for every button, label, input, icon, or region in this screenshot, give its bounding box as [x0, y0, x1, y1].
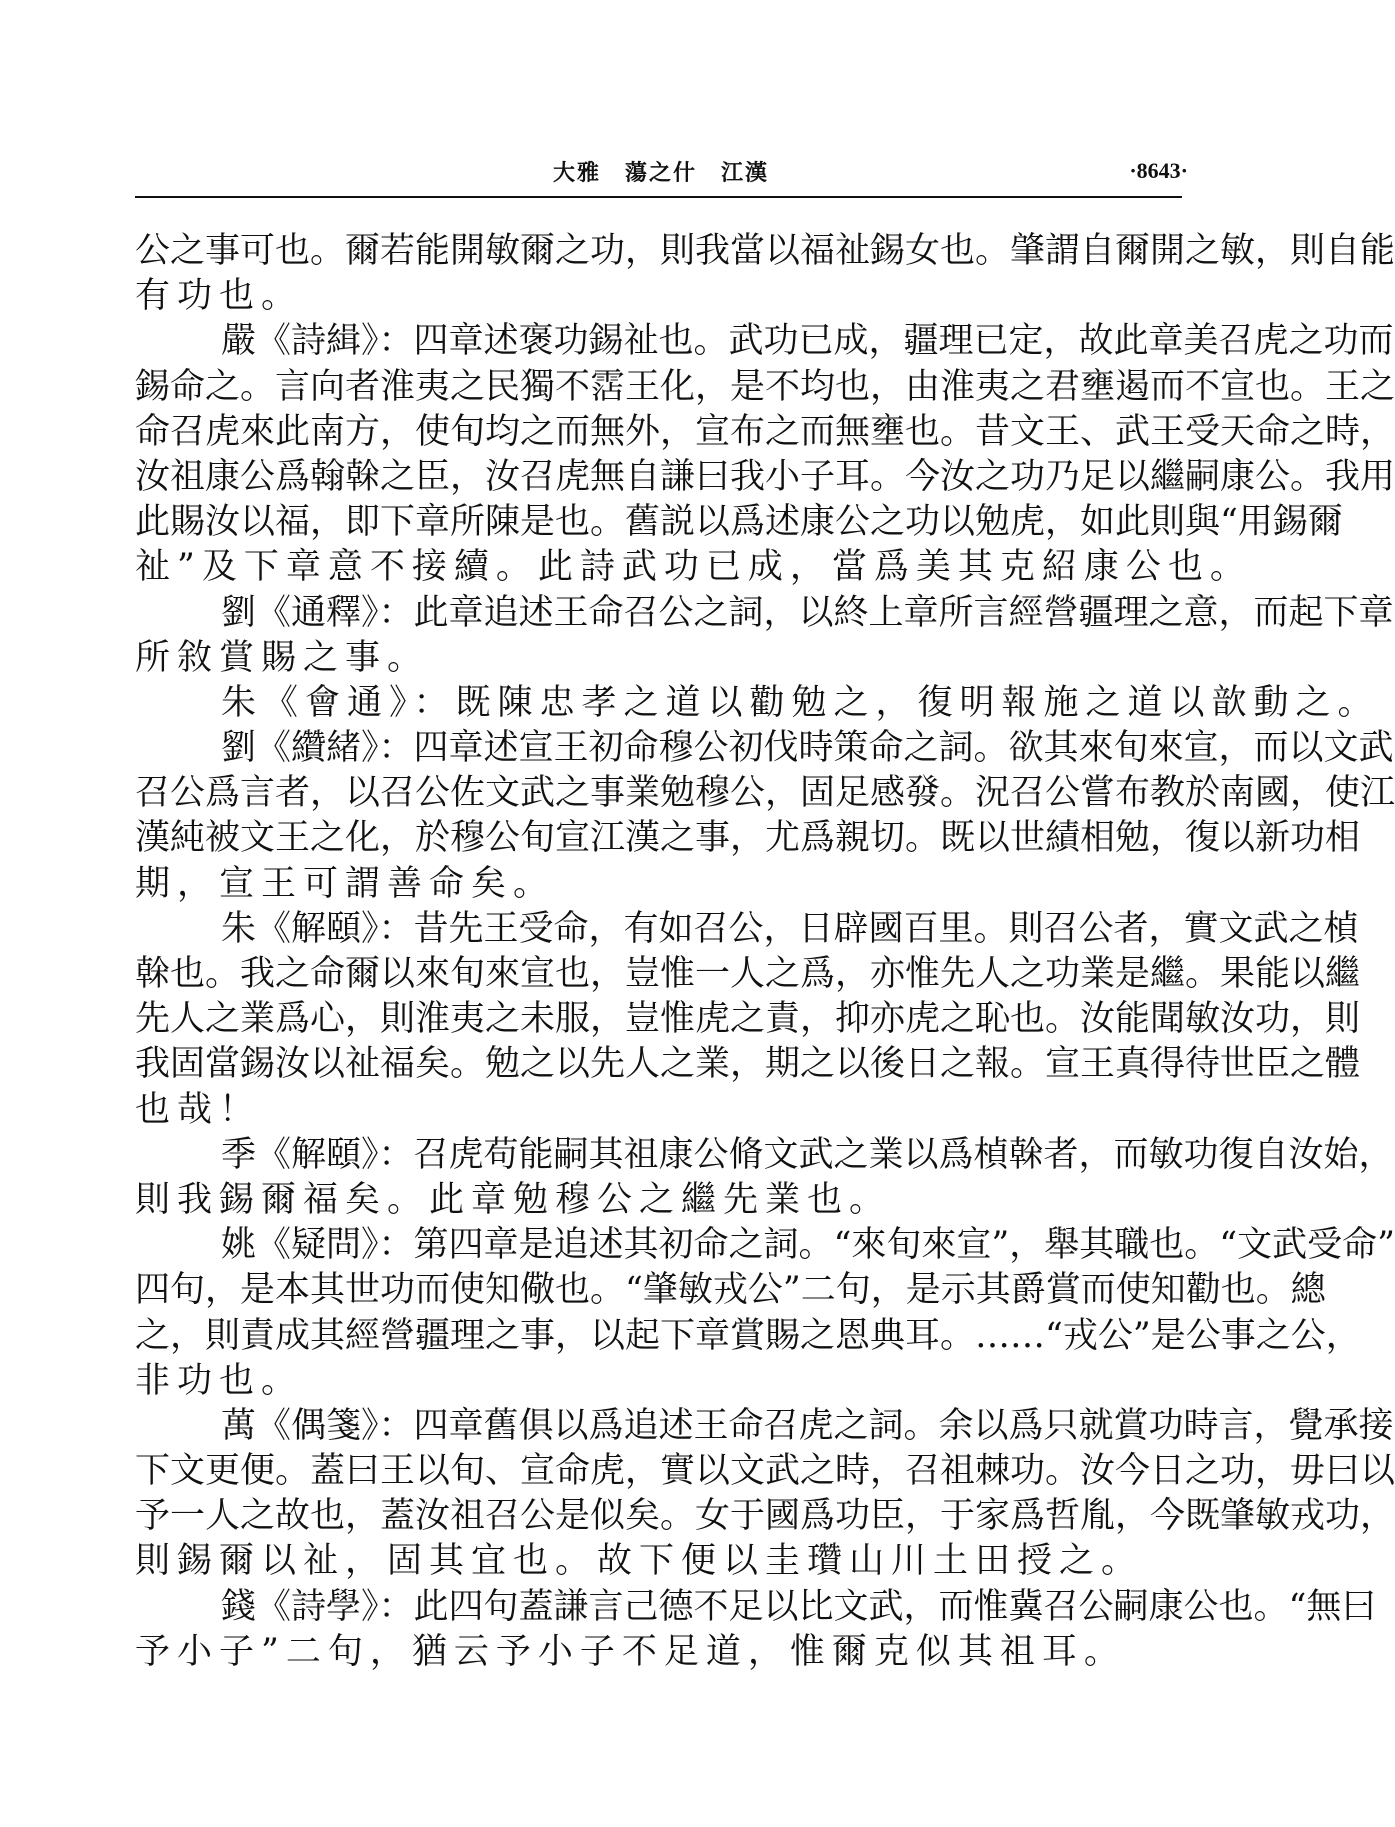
- text-line: 榦也。我之命爾以來旬來宣也，豈惟一人之爲，亦惟先人之功業是繼。果能以繼: [135, 954, 1361, 994]
- commentary-paragraph: [135, 1585, 1377, 1675]
- page-number: ·8643·: [1129, 158, 1188, 183]
- header-rule: [135, 196, 1182, 198]
- text-line: 非功也。: [135, 1360, 304, 1401]
- text-line: 季《解頤》：召虎苟能嗣其祖康公脩文武之業以爲楨榦者，而敏功復自汝始，: [221, 1134, 1394, 1175]
- text-line: 期，宣王可謂善命矣。: [135, 863, 556, 904]
- text-line: 汝祖康公爲翰榦之臣，汝召虎無自謙曰我小子耳。今汝之功乃足以繼嗣康公。我用: [135, 456, 1395, 497]
- commentary-paragraph: [135, 726, 1395, 907]
- text-line: 此賜汝以福，即下章所陳是也。舊説以爲述康公之功以勉虎，如此則與“用錫爾: [135, 502, 1343, 543]
- text-line: 漢純被文王之化，於穆公旬宣江漢之事，尤爲親切。既以世績相勉，復以新功相: [135, 818, 1361, 859]
- text-line: 也哉！: [135, 1089, 262, 1130]
- text-line: 則我錫爾福矣。此章勉穆公之繼先業也。: [135, 1179, 892, 1220]
- commentary-paragraph: [135, 1223, 1395, 1404]
- text-line: 有功也。: [135, 276, 304, 317]
- text-line: 錢《詩學》：此四句蓋謙言己德不足以比文武，而惟冀召公嗣康公也。“無曰: [221, 1586, 1377, 1627]
- text-line: 劉《通釋》：此章追述王命召公之詞，以終上章所言經營疆理之意，而起下章: [221, 592, 1394, 633]
- commentary-body: [135, 229, 1395, 1675]
- text-line: 朱《會通》：既陳忠孝之道以勸勉之，復明報施之道以歆動之。: [221, 682, 1380, 723]
- commentary-paragraph: [135, 907, 1361, 1133]
- text-line: 嚴《詩緝》：四章述褒功錫祉也。武功已成，疆理已定，故此章美召虎之功而: [221, 321, 1394, 362]
- text-line: 公之事可也。爾若能開敏爾之功，則我當以福祉錫女也。肇謂自爾開之敏，則自能: [135, 231, 1395, 271]
- text-line: 四句，是本其世功而使知儆也。“肇敏戎公”二句，是示其爵賞而使知勸也。總: [135, 1270, 1326, 1311]
- text-line: 命召虎來此南方，使旬均之而無外，宣布之而無壅也。昔文王、武王受天命之時，: [135, 411, 1395, 452]
- commentary-paragraph: [135, 1404, 1395, 1585]
- commentary-paragraph: [135, 229, 1395, 319]
- text-line: 所敘賞賜之事。: [135, 637, 430, 678]
- commentary-paragraph: [135, 681, 1380, 726]
- commentary-paragraph: [135, 1133, 1394, 1223]
- text-line: 姚《疑問》：第四章是追述其初命之詞。“來旬來宣”，舉其職也。“文武受命”: [221, 1225, 1395, 1266]
- text-line: 下文更便。蓋曰王以旬、宣命虎，實以文武之時，召祖棘功。汝今日之功，毋曰以: [135, 1451, 1395, 1492]
- text-line: 祉”及下章意不接續。此詩武功已成，當爲美其克紹康公也。: [135, 547, 1252, 588]
- text-line: 朱《解頤》：昔先王受命，有如召公，日辟國百里。則召公者，實文武之楨: [221, 908, 1359, 949]
- text-line: 予一人之故也，蓋汝祖召公是似矣。女于國爲功臣，于家爲哲胤，今既肇敏戎功，: [135, 1496, 1395, 1537]
- text-line: 之，則責成其經營疆理之事，以起下章賞賜之恩典耳。……“戎公”是公事之公，: [135, 1315, 1361, 1356]
- text-line: 予小子”二句，猶云予小子不足道，惟爾克似其祖耳。: [135, 1631, 1126, 1672]
- text-line: 先人之業爲心，則淮夷之未服，豈惟虎之責，抑亦虎之恥也。汝能聞敏汝功，則: [135, 999, 1361, 1040]
- commentary-paragraph: [135, 591, 1394, 681]
- text-line: 萬《偶箋》：四章舊俱以爲追述王命召虎之詞。余以爲只就賞功時言，覺承接: [221, 1405, 1394, 1446]
- running-header-title: 大雅 蕩之什 江漢: [552, 160, 769, 186]
- text-line: 則錫爾以祉，固其宜也。故下便以圭瓚山川土田授之。: [135, 1541, 1144, 1582]
- text-line: 我固當錫汝以祉福矣。勉之以先人之業，期之以後日之報。宣王真得待世臣之體: [135, 1044, 1361, 1085]
- text-line: 劉《纘緒》：四章述宣王初命穆公初伐時策命之詞。欲其來旬來宣，而以文武: [221, 728, 1394, 769]
- text-line: 錫命之。言向者淮夷之民獨不霑王化，是不均也，由淮夷之君壅遏而不宣也。王之: [135, 366, 1395, 407]
- commentary-paragraph: [135, 319, 1395, 590]
- text-line: 召公爲言者，以召公佐文武之事業勉穆公，固足感發。況召公嘗布教於南國，使江: [135, 773, 1395, 814]
